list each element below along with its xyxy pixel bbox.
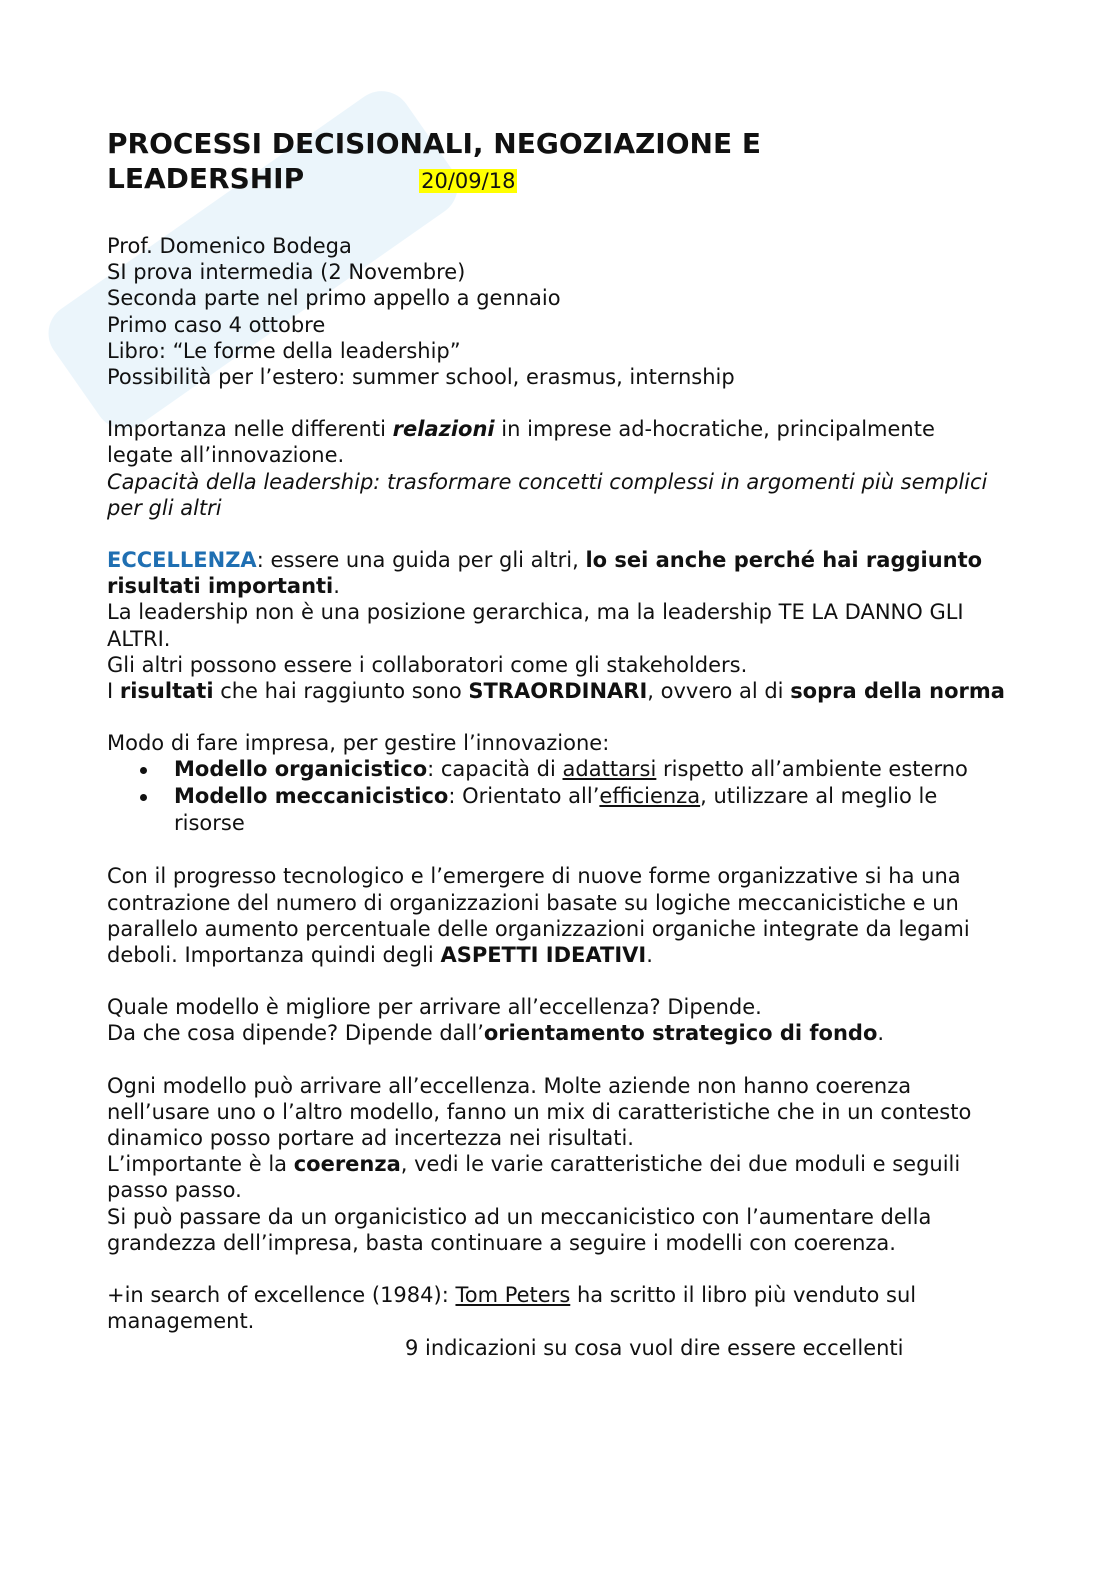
ogni-line: Ogni modello può arrivare all’eccellenza. Molte aziende non hanno coerenza nell’usare uno o l’altro modello, fanno un mix di caratteristiche che in un contesto dinamico posso portare ad incertezza nei risultati. (107, 1073, 972, 1151)
list-item: Modello organicistico: capacità di adattarsi rispetto all’ambiente esterno (107, 756, 1007, 783)
intro-line: Libro: “Le forme della leadership” (107, 338, 461, 363)
intro-line: Possibilità per l’estero: summer school, erasmus, internship (107, 365, 735, 390)
quale-line: Da che cosa dipende? Dipende dall’orientamento strategico di fondo. (107, 1021, 885, 1046)
search-paragraph: +in search of excellence (1984): Tom Peters ha scritto il libro più venduto sul management. (107, 1283, 917, 1334)
ogni-line: Si può passare da un organicistico ad un meccanicistico con l’aumentare della grandezza dell’impresa, basta continuare a seguire i modelli con coerenza. (107, 1204, 932, 1255)
relazioni-term: relazioni (392, 417, 495, 442)
eccellenza-block (107, 547, 1007, 704)
intro-block (107, 233, 1007, 390)
eccellenza-line: Gli altri possono essere i collaboratori come gli stakeholders. (107, 652, 748, 677)
quale-line: Quale modello è migliore per arrivare all’eccellenza? Dipende. (107, 995, 762, 1020)
eccellenza-line: La leadership non è una posizione gerarchica, ma la leadership TE LA DANNO GLI ALTRI. (107, 600, 964, 651)
intro-line: Seconda parte nel primo appello a gennaio (107, 286, 561, 311)
progresso-paragraph: Con il progresso tecnologico e l’emergere di nuove forme organizzative si ha una contrazione del numero di organizzazioni basate su logiche meccanicistiche e un parallelo aumento percentuale delle organizzazioni organiche integrate da legami deboli. Importanza quindi degli ASPETTI IDEATIVI. (107, 864, 970, 968)
eccellenza-line: I risultati che hai raggiunto sono STRAORDINARI, ovvero al di sopra della norma (107, 679, 1005, 704)
intro-line: Prof. Domenico Bodega (107, 234, 352, 258)
ogni-line: L’importante è la coerenza, vedi le varie caratteristiche dei due moduli e seguili passo passo. (107, 1152, 961, 1203)
modelli-list (107, 756, 1007, 837)
title-text: PROCESSI DECISIONALI, NEGOZIAZIONE E LEADERSHIP (107, 127, 761, 195)
intro-line: SI prova intermedia (2 Novembre) (107, 260, 466, 285)
capacita-paragraph: Capacità della leadership: trasformare concetti complessi in argomenti più semplici per gli altri (107, 469, 988, 520)
date-highlight: 20/09/18 (421, 169, 516, 193)
author-link: Tom Peters (455, 1283, 571, 1308)
document-page (107, 126, 1007, 1361)
eccellenza-term: ECCELLENZA (107, 548, 257, 573)
intro-line: Primo caso 4 ottobre (107, 312, 326, 337)
eccellenza-definition: ECCELLENZA: essere una guida per gli altri, lo sei anche perché hai raggiunto risultati importanti. (107, 548, 983, 599)
page-title (107, 126, 1007, 199)
relazioni-paragraph: Importanza nelle differenti relazioni in imprese ad-hocratiche, principalmente legate all’innovazione. (107, 417, 935, 468)
modelli-intro: Modo di fare impresa, per gestire l’innovazione: (107, 731, 610, 756)
indented-note: 9 indicazioni su cosa vuol dire essere eccellenti (405, 1335, 904, 1360)
list-item: Modello meccanicistico: Orientato all’efficienza, utilizzare al meglio le risorse (107, 783, 1007, 837)
